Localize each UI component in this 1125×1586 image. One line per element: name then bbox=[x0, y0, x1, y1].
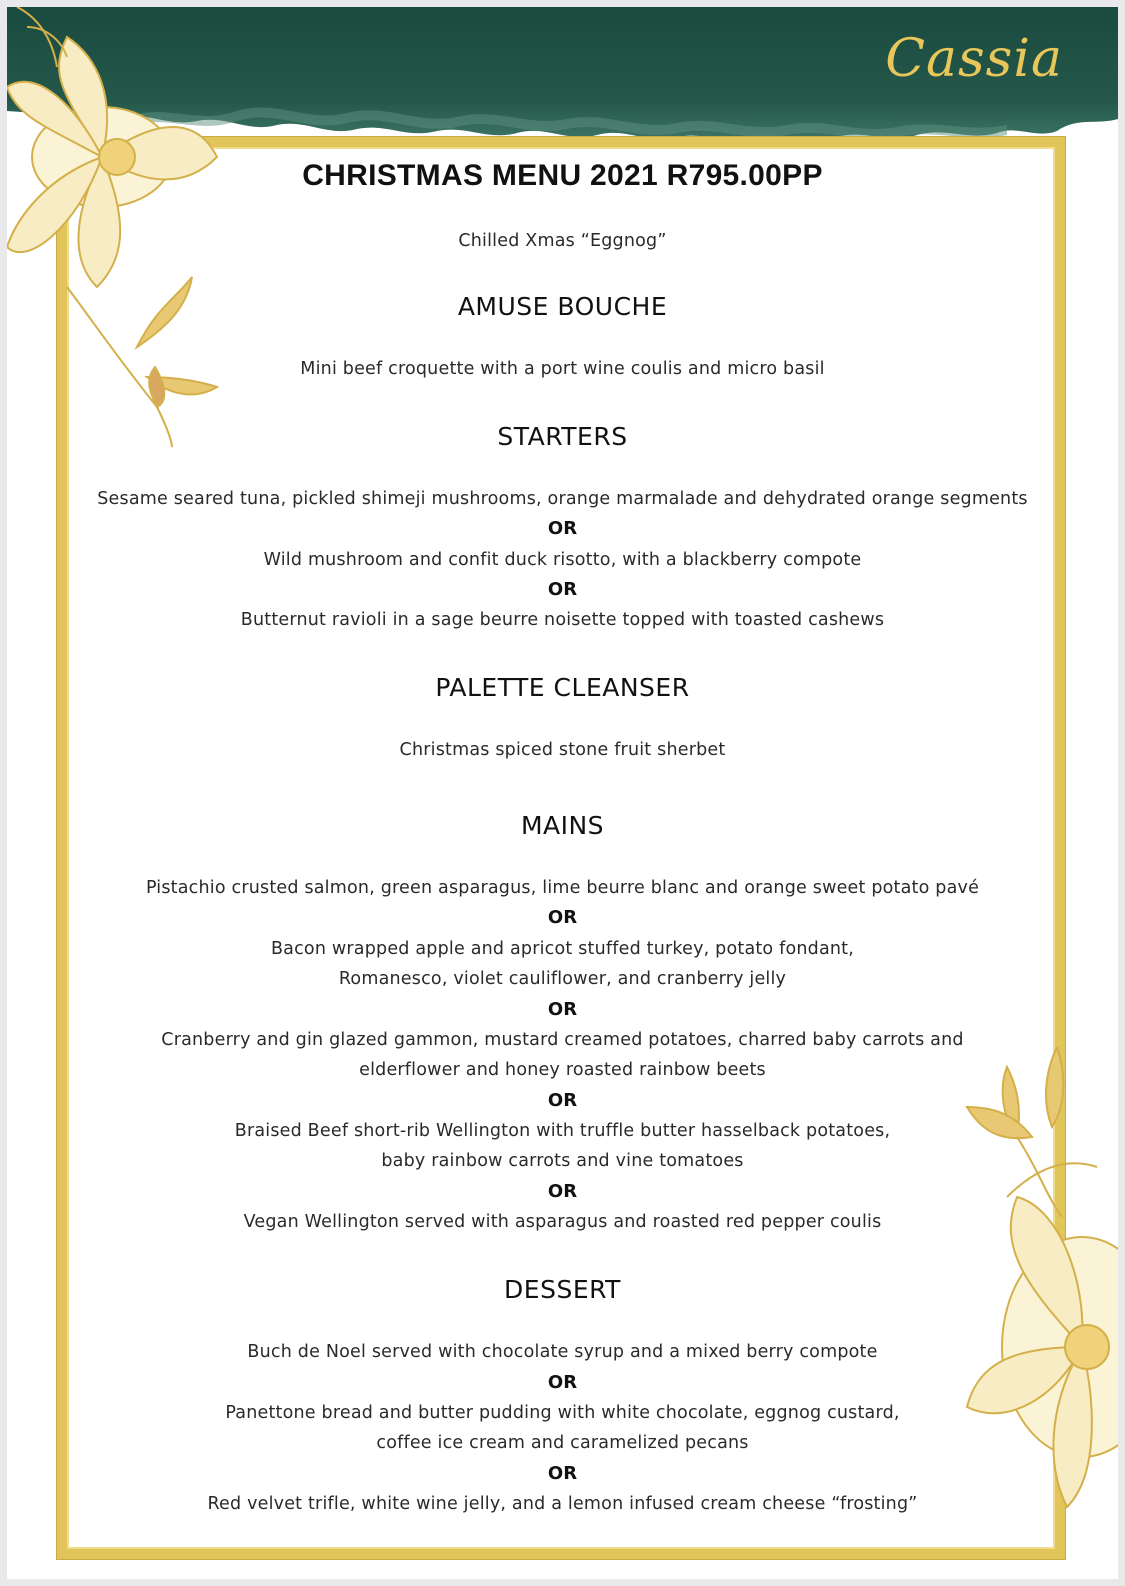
menu-title: CHRISTMAS MENU 2021 R795.00PP bbox=[302, 159, 823, 192]
main-item: Pistachio crusted salmon, green asparagus, lime beurre blanc and orange sweet potato pavé bbox=[145, 878, 980, 898]
or-divider: OR bbox=[547, 999, 578, 1020]
main-item: Romanesco, violet cauliflower, and cranberry jelly bbox=[338, 969, 787, 989]
main-item: Vegan Wellington served with asparagus and roasted red pepper coulis bbox=[243, 1212, 882, 1232]
starter-item: Wild mushroom and confit duck risotto, with a blackberry compote bbox=[263, 550, 862, 570]
brand-logo: Cassia bbox=[885, 29, 1063, 89]
or-divider: OR bbox=[547, 1372, 578, 1393]
or-divider: OR bbox=[547, 907, 578, 928]
welcome-drink: Chilled Xmas “Eggnog” bbox=[458, 231, 667, 251]
heading-dessert: DESSERT bbox=[504, 1275, 621, 1304]
amuse-item: Mini beef croquette with a port wine coulis and micro basil bbox=[300, 359, 825, 379]
starter-item: Sesame seared tuna, pickled shimeji mushrooms, orange marmalade and dehydrated orange segments bbox=[97, 489, 1028, 509]
or-divider: OR bbox=[547, 518, 578, 539]
heading-amuse-bouche: AMUSE BOUCHE bbox=[457, 292, 668, 321]
main-item: baby rainbow carrots and vine tomatoes bbox=[381, 1151, 744, 1171]
main-item: Braised Beef short-rib Wellington with truffle butter hasselback potatoes, bbox=[234, 1121, 891, 1141]
dessert-item: Buch de Noel served with chocolate syrup and a mixed berry compote bbox=[247, 1342, 878, 1362]
or-divider: OR bbox=[547, 1181, 578, 1202]
or-divider: OR bbox=[547, 1090, 578, 1111]
main-item: Bacon wrapped apple and apricot stuffed turkey, potato fondant, bbox=[270, 939, 855, 959]
or-divider: OR bbox=[547, 579, 578, 600]
dessert-item: coffee ice cream and caramelized pecans bbox=[376, 1433, 749, 1453]
dessert-item: Panettone bread and butter pudding with white chocolate, eggnog custard, bbox=[225, 1403, 900, 1423]
starter-item: Butternut ravioli in a sage beurre noisette topped with toasted cashews bbox=[240, 610, 885, 630]
heading-mains: MAINS bbox=[520, 811, 605, 840]
menu-page bbox=[7, 7, 1118, 1579]
heading-palette-cleanser: PALETTE CLEANSER bbox=[435, 673, 690, 702]
heading-starters: STARTERS bbox=[497, 422, 628, 451]
dessert-item: Red velvet trifle, white wine jelly, and a lemon infused cream cheese “frosting” bbox=[207, 1494, 918, 1514]
palette-item: Christmas spiced stone fruit sherbet bbox=[399, 740, 726, 760]
or-divider: OR bbox=[547, 1463, 578, 1484]
main-item: elderflower and honey roasted rainbow beets bbox=[359, 1060, 766, 1080]
main-item: Cranberry and gin glazed gammon, mustard creamed potatoes, charred baby carrots and bbox=[161, 1030, 964, 1050]
